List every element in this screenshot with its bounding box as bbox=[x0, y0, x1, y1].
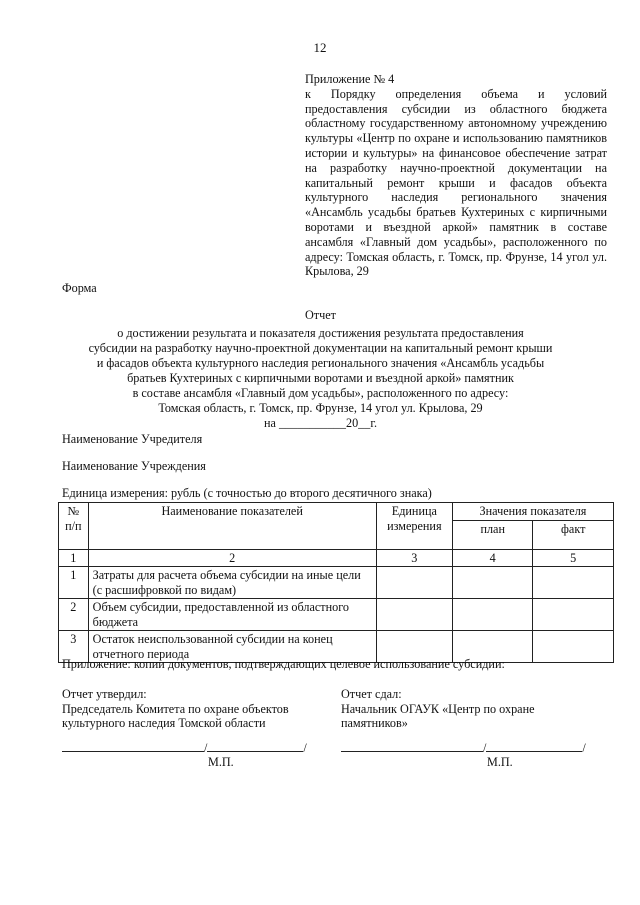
stamp-placeholder: М.П. bbox=[487, 755, 513, 769]
row-name: Затраты для расчета объема субсидии на иные цели (с расшифровкой по видам) bbox=[88, 567, 376, 599]
signature-submitted-lines: / / bbox=[341, 740, 601, 756]
appendix-body: к Порядку определения объема и условий предоставления субсидии из областного бюджета областному государственному автономному учреждению культуры «Центр по охране и использованию памятников истории и культуры» на финансовое обеспечение затрат на разработку научно-проектной документации на капитальный ремонт крыши и фасадов объекта культурного наследия регионального значения «Ансамбль усадьбы братьев Кухтериных с кирпичными воротами и въездной аркой» памятник в составе ансамбля «Главный дом усадьбы», расположенного по адресу: Томская область, г. Томск, пр. Фрунзе, 14 угол ул. Крылова, 29 bbox=[305, 86, 607, 279]
col-number: 5 bbox=[533, 549, 614, 567]
header-no: № п/п bbox=[59, 503, 89, 550]
header-values: Значения показателя bbox=[452, 503, 613, 521]
row-no: 3 bbox=[59, 631, 89, 663]
signature-submitted-label: Отчет сдал: bbox=[341, 687, 402, 701]
founder-field: Наименование Учредителя bbox=[62, 432, 203, 446]
row-no: 1 bbox=[59, 567, 89, 599]
row-plan-cell bbox=[452, 567, 532, 599]
report-title-line: братьев Кухтериных с кирпичными воротами и въездной аркой» памятник bbox=[127, 371, 514, 385]
unit-field: Единица измерения: рубль (с точностью до второго десятичного знака) bbox=[62, 486, 432, 500]
row-name: Остаток неиспользованной субсидии на конец отчетного периода bbox=[88, 631, 376, 663]
header-fact: факт bbox=[533, 520, 614, 549]
stamp-placeholder: М.П. bbox=[208, 755, 234, 769]
report-title-line: о достижении результата и показателя достижения результата предоставления bbox=[117, 326, 524, 340]
report-table bbox=[58, 502, 614, 663]
signature-submitted-position: Начальник ОГАУК «Центр по охране памятников» bbox=[341, 701, 535, 730]
report-date-line: на ___________20__г. bbox=[263, 416, 378, 430]
report-title bbox=[62, 308, 579, 431]
appendix-block bbox=[305, 72, 607, 279]
report-title-main: Отчет bbox=[305, 308, 336, 322]
appendix-note: Приложение: копии документов, подтверждающих целевое использование субсидии: bbox=[62, 657, 505, 671]
form-label: Форма bbox=[62, 281, 97, 295]
row-fact-cell bbox=[533, 599, 614, 631]
header-name: Наименование показателей bbox=[88, 503, 376, 550]
table-header-row bbox=[59, 503, 614, 521]
col-number: 1 bbox=[59, 549, 89, 567]
signature-approved-position: Председатель Комитета по охране объектов культурного наследия Томской области bbox=[62, 701, 289, 730]
signature-approved bbox=[62, 687, 322, 770]
col-number: 2 bbox=[88, 549, 376, 567]
report-title-line: в составе ансамбля «Главный дом усадьбы», расположенного по адресу: bbox=[132, 386, 509, 400]
row-unit-cell bbox=[376, 567, 452, 599]
signature-approved-lines: / / bbox=[62, 740, 322, 756]
table-numbering-row bbox=[59, 549, 614, 567]
name-line bbox=[207, 740, 303, 752]
header-unit: Единица измерения bbox=[376, 503, 452, 550]
report-title-line: субсидии на разработку научно-проектной документации на капитальный ремонт крыши bbox=[88, 341, 553, 355]
row-name: Объем субсидии, предоставленной из областного бюджета bbox=[88, 599, 376, 631]
row-fact-cell bbox=[533, 631, 614, 663]
signature-submitted bbox=[341, 687, 601, 770]
row-no: 2 bbox=[59, 599, 89, 631]
signature-line bbox=[341, 740, 483, 752]
table-row bbox=[59, 599, 614, 631]
col-number: 3 bbox=[376, 549, 452, 567]
table-row bbox=[59, 567, 614, 599]
report-title-line: Томская область, г. Томск, пр. Фрунзе, 14 угол ул. Крылова, 29 bbox=[158, 401, 483, 415]
report-title-line: и фасадов объекта культурного наследия регионального значения «Ансамбль усадьбы bbox=[96, 356, 545, 370]
signature-line bbox=[62, 740, 204, 752]
signature-approved-label: Отчет утвердил: bbox=[62, 687, 147, 701]
row-fact-cell bbox=[533, 567, 614, 599]
row-unit-cell bbox=[376, 599, 452, 631]
page-number: 12 bbox=[313, 40, 327, 55]
header-plan: план bbox=[452, 520, 532, 549]
name-line bbox=[486, 740, 582, 752]
institution-field: Наименование Учреждения bbox=[62, 459, 206, 473]
appendix-heading: Приложение № 4 bbox=[305, 72, 395, 86]
row-plan-cell bbox=[452, 599, 532, 631]
col-number: 4 bbox=[452, 549, 532, 567]
